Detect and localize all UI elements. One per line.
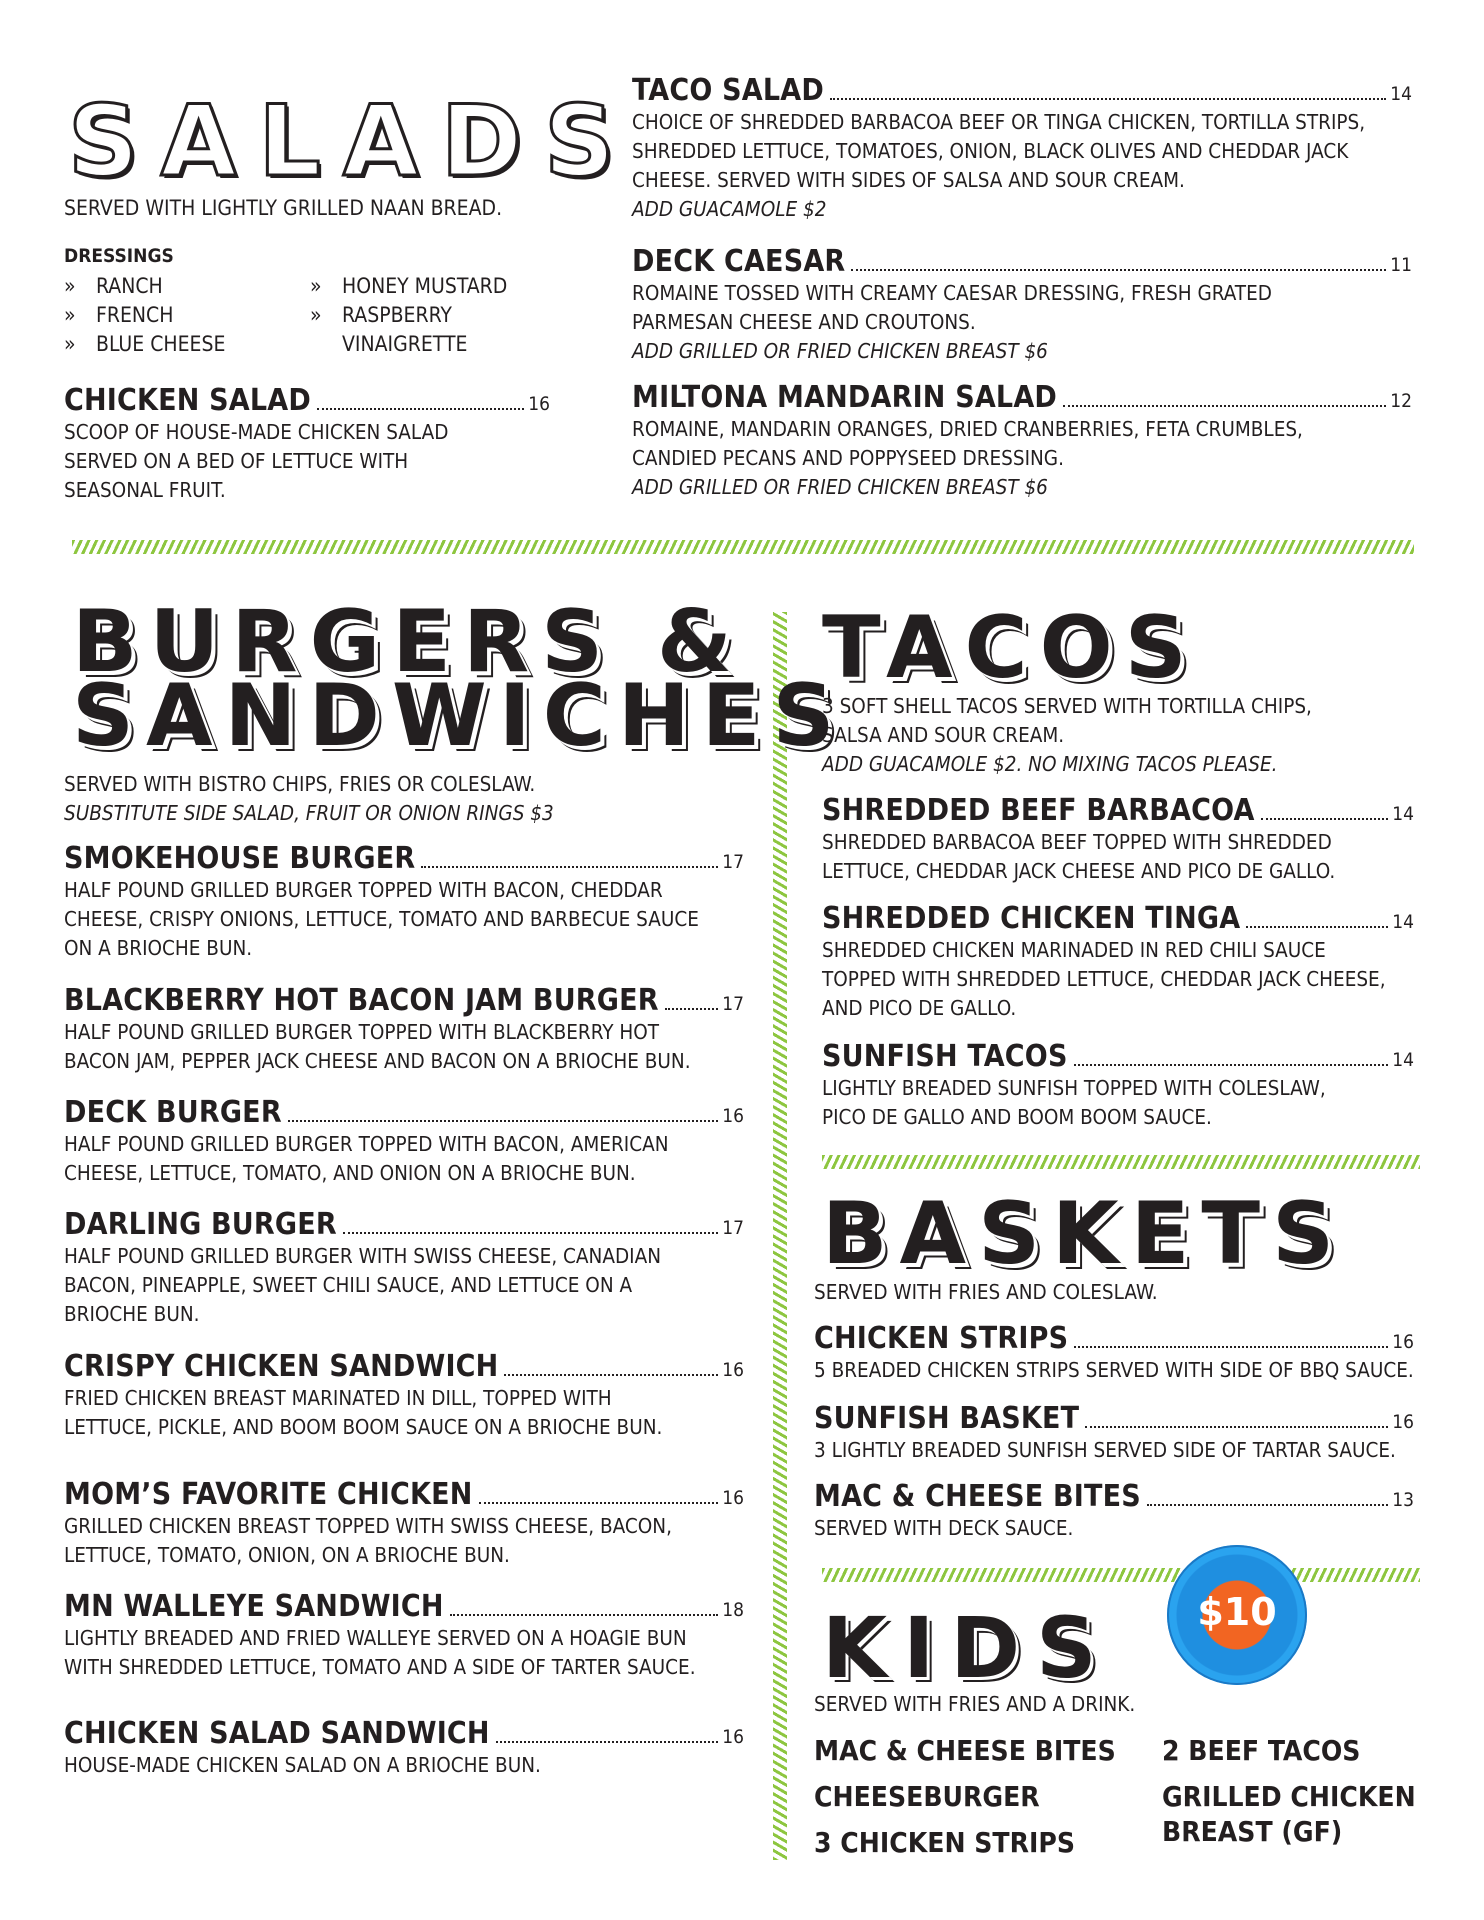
baskets-subtitle: SERVED WITH FRIES AND COLESLAW. — [814, 1280, 1158, 1304]
item-description: ROMAINE, MANDARIN ORANGES, DRIED CRANBERRIES, FETA CRUMBLES, CANDIED PECANS AND POPPYSEED DRESSING. — [632, 417, 1303, 470]
item-description: HALF POUND GRILLED BURGER WITH SWISS CHEESE, CANADIAN BACON, PINEAPPLE, SWEET CHILI SAUCE, AND LETTUCE ON A BRIOCHE BUN. — [64, 1244, 661, 1326]
salads-subtitle: SERVED WITH LIGHTLY GRILLED NAAN BREAD. — [64, 196, 503, 220]
item-description: SCOOP OF HOUSE-MADE CHICKEN SALAD SERVED ON A BED OF LETTUCE WITH SEASONAL FRUIT. — [64, 420, 449, 502]
item-description: FRIED CHICKEN BREAST MARINATED IN DILL, TOPPED WITH LETTUCE, PICKLE, AND BOOM BOOM SAUCE ON A BRIOCHE BUN. — [64, 1386, 663, 1439]
menu-item-mn-walleye-sandwich — [64, 1590, 744, 1682]
dressings-list-left — [64, 272, 225, 359]
dot-leader — [830, 98, 1386, 100]
kids-item-continued: BREAST (GF) — [1162, 1815, 1343, 1848]
kids-item: CHEESEBURGER — [814, 1780, 1040, 1813]
burgers-subtitle: SERVED WITH BISTRO CHIPS, FRIES OR COLESLAW. — [64, 772, 536, 796]
dot-leader — [450, 1614, 719, 1616]
dot-leader — [504, 1374, 718, 1376]
item-price: 17 — [722, 1217, 744, 1239]
menu-item-moms-favorite-chicken — [64, 1478, 744, 1570]
dressing-item: » FRENCH — [64, 301, 225, 330]
column-divider — [773, 612, 787, 1860]
section-divider — [822, 1568, 1420, 1582]
section-divider — [822, 1155, 1420, 1169]
item-description: GRILLED CHICKEN BREAST TOPPED WITH SWISS CHEESE, BACON, LETTUCE, TOMATO, ONION, ON A BRIOCHE BUN. — [64, 1514, 672, 1567]
item-description: 5 BREADED CHICKEN STRIPS SERVED WITH SIDE OF BBQ SAUCE. — [814, 1358, 1414, 1382]
item-name: CHICKEN SALAD — [64, 383, 311, 418]
dressing-item: » HONEY MUSTARD — [310, 272, 507, 301]
dressing-item: » RASPBERRY — [310, 301, 507, 330]
menu-item-chicken-salad-sandwich — [64, 1717, 744, 1780]
item-price: 16 — [722, 1359, 744, 1381]
baskets-title: BASKETS — [822, 1184, 1347, 1284]
menu-item-sunfish-tacos — [822, 1040, 1414, 1132]
dot-leader — [1074, 1346, 1388, 1348]
item-description: 3 LIGHTLY BREADED SUNFISH SERVED SIDE OF TARTAR SAUCE. — [814, 1438, 1396, 1462]
item-name: CHICKEN STRIPS — [814, 1321, 1069, 1356]
item-name: TACO SALAD — [632, 73, 824, 108]
menu-item-chicken-strips — [814, 1322, 1414, 1385]
item-name: DARLING BURGER — [64, 1207, 337, 1242]
item-description: SERVED WITH DECK SAUCE. — [814, 1516, 1074, 1540]
item-price: 14 — [1392, 1049, 1414, 1071]
item-note: ADD GRILLED OR FRIED CHICKEN BREAST $6 — [632, 475, 1048, 499]
dot-leader — [1261, 818, 1389, 820]
menu-item-deck-burger — [64, 1096, 744, 1188]
dot-leader — [1147, 1504, 1388, 1506]
item-price: 16 — [722, 1487, 744, 1509]
item-price: 14 — [1390, 83, 1412, 105]
kids-item: 3 CHICKEN STRIPS — [814, 1826, 1075, 1859]
dot-leader — [343, 1232, 718, 1234]
menu-item-crispy-chicken-sandwich — [64, 1350, 744, 1442]
item-name: SHREDDED BEEF BARBACOA — [822, 793, 1255, 828]
kids-item: 2 BEEF TACOS — [1162, 1734, 1361, 1767]
menu-item-smokehouse-burger — [64, 842, 744, 963]
item-price: 16 — [1392, 1411, 1414, 1433]
tacos-subtitle: 3 SOFT SHELL TACOS SERVED WITH TORTILLA CHIPS, SALSA AND SOUR CREAM. — [822, 694, 1312, 747]
dressing-item: » BLUE CHEESE — [64, 330, 225, 359]
burgers-note: SUBSTITUTE SIDE SALAD, FRUIT OR ONION RINGS $3 — [64, 801, 554, 825]
item-price: 16 — [722, 1726, 744, 1748]
item-description: SHREDDED BARBACOA BEEF TOPPED WITH SHREDDED LETTUCE, CHEDDAR JACK CHEESE AND PICO DE GALLO. — [822, 830, 1336, 883]
item-name: CRISPY CHICKEN SANDWICH — [64, 1349, 499, 1384]
dot-leader — [421, 866, 718, 868]
dot-leader — [665, 1008, 718, 1010]
kids-item: GRILLED CHICKEN — [1162, 1780, 1416, 1813]
item-price: 16 — [528, 393, 550, 415]
dot-leader — [1246, 926, 1388, 928]
item-description: LIGHTLY BREADED AND FRIED WALLEYE SERVED ON A HOAGIE BUN WITH SHREDDED LETTUCE, TOMATO AND A SIDE OF TARTER SAUCE. — [64, 1626, 696, 1679]
dot-leader — [288, 1120, 718, 1122]
item-price: 18 — [722, 1599, 744, 1621]
tacos-title: TACOS — [822, 598, 1199, 698]
item-price: 16 — [1392, 1331, 1414, 1353]
item-price: 14 — [1392, 803, 1414, 825]
dot-leader — [851, 269, 1386, 271]
item-note: ADD GRILLED OR FRIED CHICKEN BREAST $6 — [632, 339, 1048, 363]
menu-item-sunfish-basket — [814, 1402, 1414, 1465]
menu-item-taco-salad — [632, 74, 1412, 224]
item-name: MN WALLEYE SANDWICH — [64, 1589, 444, 1624]
item-name: BLACKBERRY HOT BACON JAM BURGER — [64, 983, 659, 1018]
dot-leader — [479, 1502, 719, 1504]
menu-item-deck-caesar — [632, 245, 1412, 366]
dot-leader — [1063, 405, 1386, 407]
menu-item-miltona-mandarin-salad — [632, 381, 1412, 502]
dot-leader — [496, 1741, 719, 1743]
price-badge — [1167, 1545, 1307, 1685]
dot-leader — [1085, 1426, 1388, 1428]
item-price: 11 — [1390, 254, 1412, 276]
burgers-title-line1: BURGERS & — [72, 592, 745, 692]
item-price: 14 — [1392, 911, 1414, 933]
menu-item-shredded-beef-barbacoa — [822, 794, 1414, 886]
item-description: SHREDDED CHICKEN MARINADED IN RED CHILI SAUCE TOPPED WITH SHREDDED LETTUCE, CHEDDAR JACK CHEESE, AND PICO DE GALLO. — [822, 938, 1386, 1020]
menu-item-chicken-salad — [64, 384, 550, 505]
price-badge-text: $10 — [1197, 1590, 1277, 1634]
menu-item-darling-burger — [64, 1208, 744, 1329]
dressings-list-right — [310, 272, 507, 359]
kids-subtitle: SERVED WITH FRIES AND A DRINK. — [814, 1692, 1136, 1716]
item-name: CHICKEN SALAD SANDWICH — [64, 1716, 490, 1751]
item-price: 17 — [722, 851, 744, 873]
salads-title: SALADS — [68, 85, 637, 199]
item-name: DECK CAESAR — [632, 244, 846, 279]
item-description: CHOICE OF SHREDDED BARBACOA BEEF OR TINGA CHICKEN, TORTILLA STRIPS, SHREDDED LETTUCE, TOMATOES, ONION, BLACK OLIVES AND CHEDDAR JACK CHEESE. SERVED WITH SIDES OF SALSA AND SOUR CREAM. — [632, 110, 1366, 192]
item-price: 12 — [1390, 390, 1412, 412]
item-description: HALF POUND GRILLED BURGER TOPPED WITH BLACKBERRY HOT BACON JAM, PEPPER JACK CHEESE AND BACON ON A BRIOCHE BUN. — [64, 1020, 691, 1073]
item-name: MILTONA MANDARIN SALAD — [632, 380, 1058, 415]
item-name: DECK BURGER — [64, 1095, 282, 1130]
item-price: 13 — [1392, 1489, 1414, 1511]
item-price: 17 — [722, 993, 744, 1015]
section-divider — [72, 540, 1414, 554]
menu-item-blackberry-burger — [64, 984, 744, 1076]
item-description: HALF POUND GRILLED BURGER TOPPED WITH BACON, CHEDDAR CHEESE, CRISPY ONIONS, LETTUCE, TOMATO AND BARBECUE SAUCE ON A BRIOCHE BUN. — [64, 878, 699, 960]
dot-leader — [317, 408, 524, 410]
menu-item-shredded-chicken-tinga — [822, 902, 1414, 1023]
item-name: SUNFISH BASKET — [814, 1401, 1080, 1436]
menu-item-mac-cheese-bites — [814, 1480, 1414, 1543]
burgers-title-line2: SANDWICHES — [72, 666, 847, 766]
dressing-item-continued: VINAIGRETTE — [342, 332, 468, 356]
item-description: HOUSE-MADE CHICKEN SALAD ON A BRIOCHE BUN. — [64, 1753, 541, 1777]
item-name: SUNFISH TACOS — [822, 1039, 1068, 1074]
tacos-note: ADD GUACAMOLE $2. NO MIXING TACOS PLEASE. — [822, 752, 1278, 776]
item-description: LIGHTLY BREADED SUNFISH TOPPED WITH COLESLAW, PICO DE GALLO AND BOOM BOOM SAUCE. — [822, 1076, 1326, 1129]
item-note: ADD GUACAMOLE $2 — [632, 197, 827, 221]
dressing-item: » RANCH — [64, 272, 225, 301]
dot-leader — [1074, 1064, 1389, 1066]
kids-item: MAC & CHEESE BITES — [814, 1734, 1116, 1767]
dressings-heading: DRESSINGS — [64, 245, 174, 267]
kids-title: KIDS — [822, 1599, 1113, 1697]
item-description: HALF POUND GRILLED BURGER TOPPED WITH BACON, AMERICAN CHEESE, LETTUCE, TOMATO, AND ONION ON A BRIOCHE BUN. — [64, 1132, 669, 1185]
item-name: SHREDDED CHICKEN TINGA — [822, 901, 1241, 936]
item-name: SMOKEHOUSE BURGER — [64, 841, 416, 876]
item-price: 16 — [722, 1105, 744, 1127]
item-description: ROMAINE TOSSED WITH CREAMY CAESAR DRESSING, FRESH GRATED PARMESAN CHEESE AND CROUTONS. — [632, 281, 1272, 334]
item-name: MOM’S FAVORITE CHICKEN — [64, 1477, 473, 1512]
item-name: MAC & CHEESE BITES — [814, 1479, 1141, 1514]
